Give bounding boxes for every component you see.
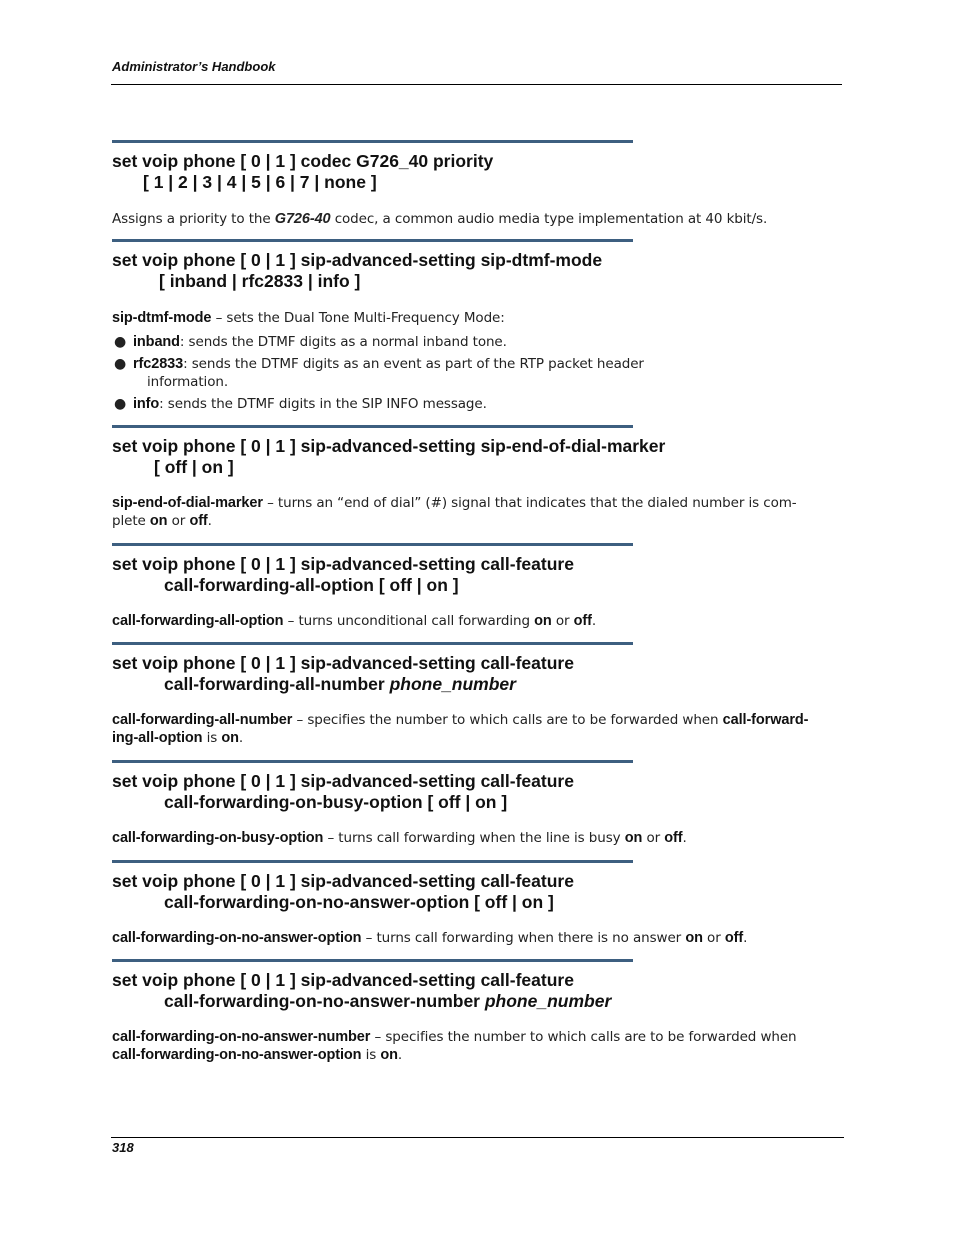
heading-argument: phone_number	[389, 674, 516, 694]
section-heading	[112, 645, 844, 695]
section-call-forwarding-on-busy-option	[112, 760, 844, 847]
heading-line-2: call-forwarding-all-number phone_number	[164, 674, 516, 694]
heading-line-1: set voip phone [ 0 | 1 ] sip-advanced-setting sip-dtmf-mode	[112, 250, 603, 270]
term: call-forwarding-all-option	[112, 613, 284, 629]
heading-line-1: set voip phone [ 0 | 1 ] sip-advanced-setting call-feature	[112, 771, 574, 791]
term: call-forwarding-on-busy-option	[112, 830, 324, 846]
section-description: call-forwarding-on-no-answer-option – turns call forwarding when there is no answer on or off.	[112, 930, 748, 946]
bullet-icon: ●	[114, 356, 127, 372]
term: call-forwarding-all-number	[112, 712, 293, 728]
heading-line-2: call-forwarding-on-no-answer-number phone_number	[164, 991, 612, 1011]
section-description: call-forwarding-on-no-answer-number – specifies the number to which calls are to be forwarded when call-forwarding-on-no-answer-option is on.	[112, 1029, 797, 1063]
section-heading	[112, 863, 844, 913]
section-call-forwarding-on-no-answer-option	[112, 860, 844, 947]
heading-line-1: set voip phone [ 0 | 1 ] sip-advanced-setting call-feature	[112, 871, 574, 891]
section-description: sip-dtmf-mode – sets the Dual Tone Multi-Frequency Mode: ● inband: sends the DTMF digits as a normal inband tone. ● rfc2833: sends the DTMF digits as an event as part of the RTP packet header information. ● info: sends the DTMF digits in the SIP INFO message.	[112, 309, 844, 413]
page-number: 318	[112, 1140, 134, 1155]
bullet-icon: ●	[114, 334, 127, 350]
section-call-forwarding-all-number	[112, 642, 844, 747]
bullet-icon: ●	[114, 396, 127, 412]
heading-line-2: call-forwarding-all-option [ off | on ]	[164, 575, 459, 595]
section-sip-end-of-dial-marker	[112, 425, 844, 530]
section-description: Assigns a priority to the G726-40 codec, a common audio media type implementation at 40 kbit/s.	[112, 211, 768, 227]
section-heading	[112, 546, 844, 596]
section-heading	[112, 143, 844, 193]
footer-rule	[111, 1137, 844, 1138]
list-item: ● info: sends the DTMF digits in the SIP INFO message.	[114, 396, 487, 412]
section-heading	[112, 428, 844, 478]
section-description: call-forwarding-all-option – turns unconditional call forwarding on or off.	[112, 613, 597, 629]
section-heading	[112, 242, 844, 292]
term: call-forwarding-on-no-answer-option	[112, 930, 362, 946]
term: sip-end-of-dial-marker	[112, 495, 263, 511]
section-call-forwarding-all-option	[112, 543, 844, 630]
option-list	[112, 333, 844, 413]
heading-line-2: [ inband | rfc2833 | info ]	[159, 271, 361, 291]
term: sip-dtmf-mode	[112, 310, 212, 326]
heading-line-2: call-forwarding-on-busy-option [ off | on ]	[164, 792, 508, 812]
codec-name: G726-40	[274, 211, 331, 227]
running-header: Administrator’s Handbook	[112, 59, 276, 74]
term: call-forwarding-on-no-answer-number	[112, 1029, 371, 1045]
list-item: ● rfc2833: sends the DTMF digits as an event as part of the RTP packet header information.	[114, 356, 644, 390]
section-description: sip-end-of-dial-marker – turns an “end of dial” (#) signal that indicates that the dialed number is com- plete on or off.	[112, 495, 797, 529]
section-sip-dtmf-mode	[112, 239, 844, 417]
section-description: call-forwarding-on-busy-option – turns call forwarding when the line is busy on or off.	[112, 830, 687, 846]
header-rule	[111, 84, 842, 85]
section-call-forwarding-on-no-answer-number	[112, 959, 844, 1064]
heading-line-1: set voip phone [ 0 | 1 ] codec G726_40 priority	[112, 151, 494, 171]
section-description: call-forwarding-all-number – specifies the number to which calls are to be forwarded when call-forward- ing-all-option is on.	[112, 712, 809, 746]
heading-line-2: call-forwarding-on-no-answer-option [ off | on ]	[164, 892, 554, 912]
section-codec-g726-40	[112, 140, 844, 228]
heading-line-1: set voip phone [ 0 | 1 ] sip-advanced-setting call-feature	[112, 653, 574, 673]
heading-line-2: [ 1 | 2 | 3 | 4 | 5 | 6 | 7 | none ]	[143, 172, 377, 192]
heading-line-1: set voip phone [ 0 | 1 ] sip-advanced-setting sip-end-of-dial-marker	[112, 436, 666, 456]
heading-line-1: set voip phone [ 0 | 1 ] sip-advanced-setting call-feature	[112, 970, 574, 990]
heading-line-1: set voip phone [ 0 | 1 ] sip-advanced-setting call-feature	[112, 554, 574, 574]
heading-line-2: [ off | on ]	[154, 457, 234, 477]
list-item: ● inband: sends the DTMF digits as a normal inband tone.	[114, 334, 507, 350]
heading-argument: phone_number	[484, 991, 612, 1011]
section-heading	[112, 763, 844, 813]
section-heading	[112, 962, 844, 1012]
